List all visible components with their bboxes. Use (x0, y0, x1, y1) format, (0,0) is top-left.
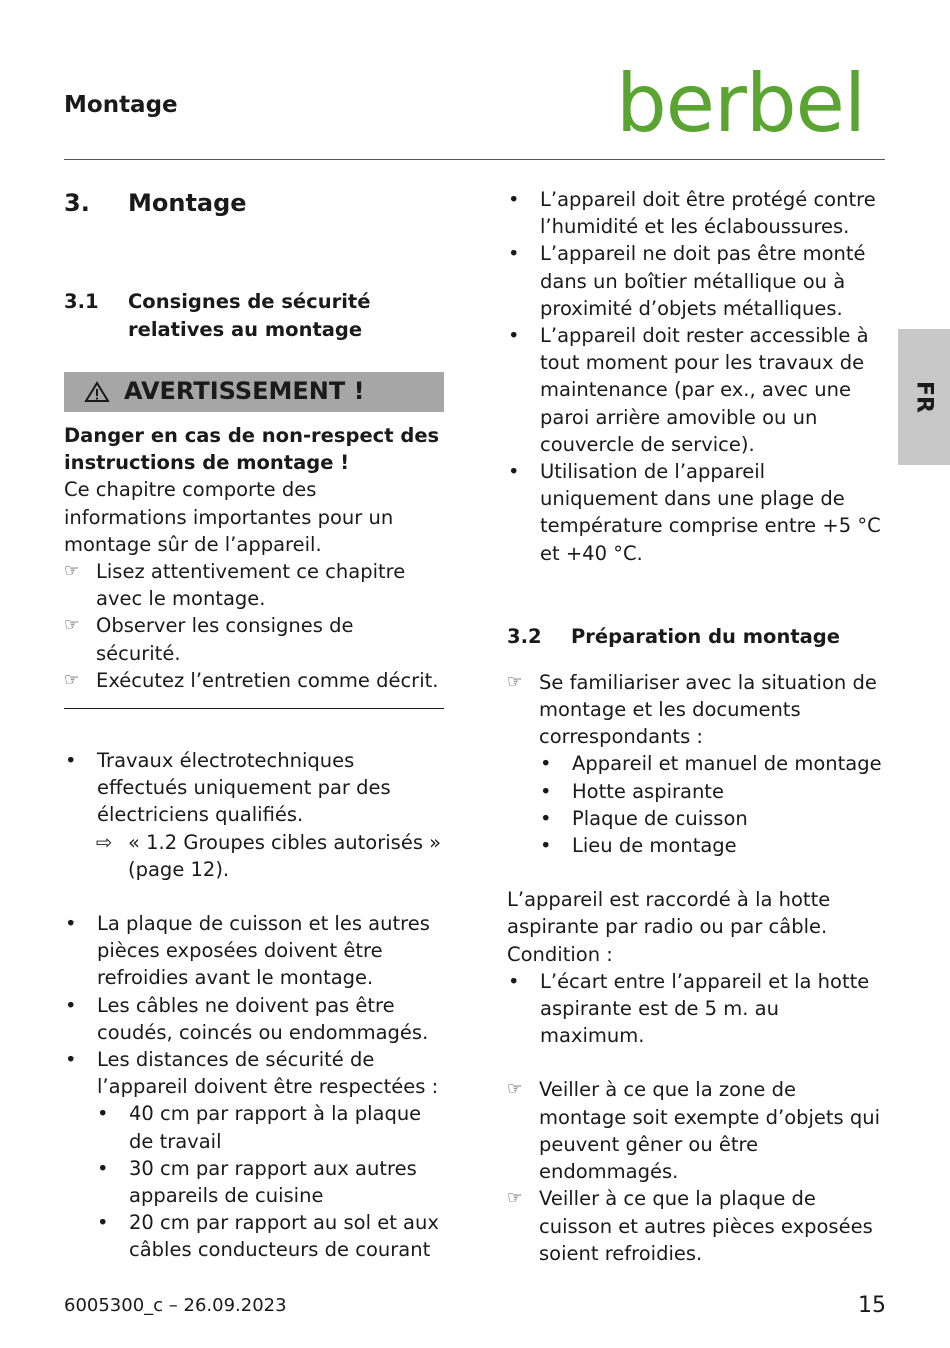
sub-list-item: • Appareil et manuel de montage (540, 752, 882, 776)
list-item: • Les câbles ne doivent pas être coudés, coincés ou endommagés. (65, 993, 429, 1044)
subsection-number: 3.2 (507, 624, 542, 648)
list-item: • L’appareil ne doit pas être monté dans un boîtier métallique ou à proximité d’objets métalliques. (508, 242, 866, 320)
warning-triangle-icon (84, 381, 110, 403)
arrow-right-icon: ⇨ (96, 830, 113, 854)
connection-paragraph: L’appareil est raccordé à la hotte aspirante par radio ou par câble. Condition : (507, 888, 831, 966)
sub-list-item: • 30 cm par rapport aux autres appareils de cuisine (97, 1156, 417, 1208)
list-item: • L’appareil doit être protégé contre l’humidité et les éclaboussures. (508, 188, 876, 239)
instruction-step: ☞ Se familiariser avec la situation de montage et les documents correspondants : (507, 669, 889, 751)
warning-step: ☞ Observer les consignes de sécurité. (64, 612, 444, 666)
list-item: • L’appareil doit rester accessible à tout moment pour les travaux de maintenance (par ex., avec une paroi arrière amovible ou un couvercle de service). (508, 324, 869, 456)
sub-list-item: • Plaque de cuisson (540, 806, 748, 830)
right-column (507, 186, 889, 1267)
warning-step: ☞ Lisez attentivement ce chapitre avec le montage. (64, 558, 444, 612)
warning-text: Ce chapitre comporte des informations importantes pour un montage sûr de l’appareil. (64, 478, 394, 556)
pointing-hand-icon: ☞ (507, 1188, 523, 1209)
document-reference: 6005300_c – 26.09.2023 (64, 1295, 287, 1316)
sub-list-item: • Lieu de montage (540, 834, 737, 858)
instruction-step: ☞ Veiller à ce que la zone de montage soit exempte d’objets qui peuvent gêner ou être endommagés. (507, 1076, 889, 1185)
section-title: Montage (128, 189, 247, 217)
sub-list-item: • Hotte aspirante (540, 779, 724, 803)
list-item: • La plaque de cuisson et les autres pièces exposées doivent être refroidies avant le montage. (65, 912, 430, 990)
list-item: • Utilisation de l’appareil uniquement dans une plage de température comprise entre +5 °C et +40 °C. (508, 460, 881, 565)
list-item: • L’écart entre l’appareil et la hotte aspirante est de 5 m. au maximum. (508, 969, 870, 1048)
cross-reference: ⇨ « 1.2 Groupes cibles autorisés » (page 12). (64, 829, 444, 883)
pointing-hand-icon: ☞ (64, 615, 80, 636)
page-number: 15 (858, 1293, 886, 1318)
subsection-title: Consignes de sécurité relatives au montage (128, 290, 371, 341)
sub-list-item: • 40 cm par rapport à la plaque de travail (97, 1102, 422, 1153)
pointing-hand-icon: ☞ (507, 1079, 523, 1100)
instruction-step: ☞ Veiller à ce que la plaque de cuisson et autres pièces exposées soient refroidies. (507, 1185, 889, 1267)
language-tab-label: FR (911, 381, 937, 413)
list-item: • Travaux électrotechniques effectués uniquement par des électriciens qualifiés. (65, 749, 391, 827)
subsection-number: 3.1 (64, 290, 99, 313)
pointing-hand-icon: ☞ (64, 669, 80, 690)
warning-heading: Danger en cas de non-respect des instructions de montage ! (64, 424, 440, 475)
language-tab (898, 329, 950, 465)
warning-label: AVERTISSEMENT ! (124, 377, 365, 406)
left-column (64, 186, 444, 1264)
list-item: • Les distances de sécurité de l’appareil doivent être respectées : (65, 1048, 439, 1099)
subsection-3-2-heading (507, 623, 889, 651)
page-header-title: Montage (64, 92, 178, 118)
section-heading (64, 186, 444, 220)
pointing-hand-icon: ☞ (64, 561, 80, 582)
warning-banner (64, 372, 444, 412)
section-number: 3. (64, 189, 90, 217)
pointing-hand-icon: ☞ (507, 671, 523, 692)
warning-step: ☞ Exécutez l’entretien comme décrit. (64, 667, 444, 694)
subsection-3-1-heading (64, 288, 444, 344)
sub-list-item: • 20 cm par rapport au sol et aux câbles conducteurs de courant (97, 1211, 439, 1262)
header-divider (64, 159, 885, 160)
subsection-title: Préparation du montage (571, 624, 840, 648)
berbel-logo: berbel (616, 57, 866, 150)
